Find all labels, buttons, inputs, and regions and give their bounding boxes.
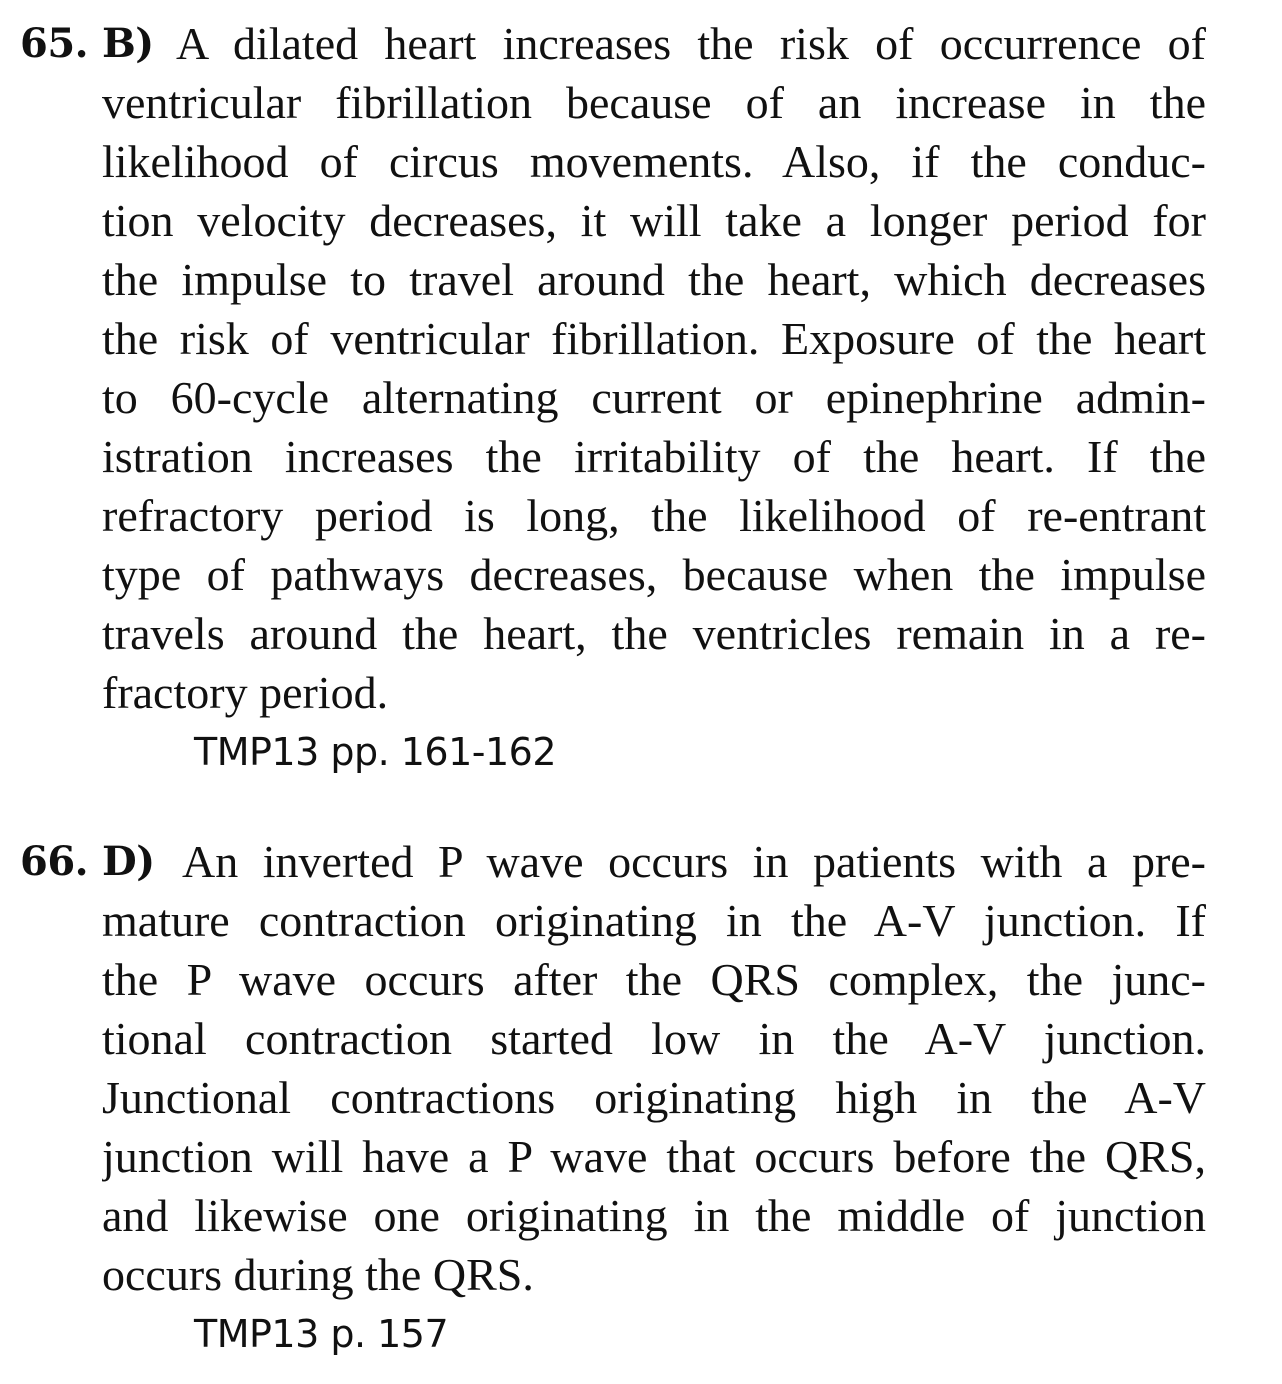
answer-66-line-3: the P wave occurs after the QRS complex, the junc- <box>102 954 1206 1005</box>
answer-65-line-6: the risk of ventricular fibrillation. Exposure of the heart <box>102 313 1206 364</box>
answer-66 <box>20 832 1206 1358</box>
answer-66-line-4: tional contraction started low in the A-V junction. <box>102 1013 1206 1064</box>
answer-65-line-5: the impulse to travel around the heart, which decreases <box>102 254 1206 305</box>
answer-65-number: 65. <box>20 20 89 67</box>
answer-65-line-4: tion velocity decreases, it will take a longer period for <box>102 195 1206 246</box>
answer-65-choice: B) <box>102 20 154 67</box>
answer-65-first-line <box>20 14 1206 73</box>
answer-66-line-7: and likewise one originating in the middle of junction <box>102 1190 1206 1241</box>
answer-65-line-2: ventricular fibrillation because of an increase in the <box>102 77 1206 128</box>
answer-66-line-2: mature contraction originating in the A-V junction. If <box>102 895 1206 946</box>
answer-66-first-line <box>20 832 1206 891</box>
answer-66-reference: TMP13 p. 157 <box>194 1312 449 1356</box>
answer-65-line-1: A dilated heart increases the risk of occurrence of <box>176 18 1206 69</box>
answer-65-line-9: refractory period is long, the likelihood of re-entrant <box>102 490 1206 541</box>
answer-65-line-10: type of pathways decreases, because when the impulse <box>102 549 1206 600</box>
answer-65-line-11: travels around the heart, the ventricles remain in a re- <box>102 608 1206 659</box>
answer-66-choice: D) <box>102 838 155 885</box>
answer-65-line-3: likelihood of circus movements. Also, if the conduc- <box>102 136 1206 187</box>
answer-66-line-8: occurs during the QRS. <box>102 1249 534 1300</box>
answer-66-explanation <box>102 891 1206 1304</box>
answer-65-line-12: fractory period. <box>102 667 389 718</box>
answer-65 <box>20 14 1206 776</box>
answer-66-number: 66. <box>20 838 89 885</box>
answer-66-line-1: An inverted P wave occurs in patients with a pre- <box>182 836 1206 887</box>
answer-65-line-8: istration increases the irritability of the heart. If the <box>102 431 1206 482</box>
answer-66-line-6: junction will have a P wave that occurs before the QRS, <box>102 1131 1206 1182</box>
answer-65-explanation <box>102 73 1206 722</box>
answer-65-line-7: to 60-cycle alternating current or epinephrine admin- <box>102 372 1206 423</box>
answer-66-line-5: Junctional contractions originating high in the A-V <box>102 1072 1206 1123</box>
answer-65-reference: TMP13 pp. 161-162 <box>194 730 557 774</box>
